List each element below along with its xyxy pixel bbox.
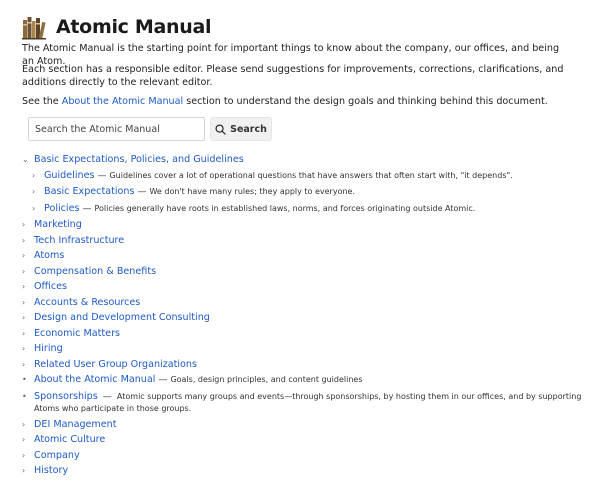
tree-item-section[interactable] <box>22 432 582 448</box>
tree-item-label[interactable]: Hiring <box>34 343 63 354</box>
chevron-right-icon[interactable]: › <box>22 251 26 260</box>
chevron-right-icon[interactable]: › <box>32 187 36 196</box>
tree-item-section[interactable] <box>22 310 582 326</box>
tree-item-label[interactable]: Design and Development Consulting <box>34 312 210 323</box>
bullet-icon: • <box>22 375 27 384</box>
tree-item-sponsorships[interactable] <box>22 389 582 417</box>
tree-item-section[interactable] <box>22 417 582 433</box>
tree-item-label[interactable]: Basic Expectations, Policies, and Guidelines <box>34 154 244 165</box>
tree-item-text <box>34 391 582 415</box>
tree-child-label[interactable]: Policies <box>44 202 80 214</box>
separator-dash: — <box>158 375 168 385</box>
tree-item-label[interactable]: History <box>34 465 69 476</box>
tree-item-label[interactable]: Economic Matters <box>34 327 121 339</box>
tree-item-label[interactable]: DEI Management <box>34 418 117 430</box>
chevron-right-icon[interactable]: › <box>22 328 26 338</box>
separator-dash: — <box>97 170 107 181</box>
chevron-right-icon[interactable]: › <box>22 235 26 245</box>
chevron-right-icon[interactable]: › <box>32 170 36 180</box>
tree-item-section[interactable] <box>22 341 582 357</box>
tree-item-section[interactable] <box>22 217 582 233</box>
tree-item-section[interactable] <box>22 463 582 479</box>
tree-child-desc: Guidelines cover a lot of operational questions that have answers that often start with, "it depends". <box>109 170 513 180</box>
tree-item-section[interactable] <box>22 448 582 464</box>
bullet-icon: • <box>22 391 27 401</box>
tree-item-desc: Goals, design principles, and content guidelines <box>170 375 363 384</box>
tree-item-label[interactable]: Accounts & Resources <box>34 296 141 308</box>
tree-child-basic-expectations[interactable] <box>22 184 582 201</box>
tree-child-desc: Policies generally have roots in established laws, norms, and forces originating outside Atomic. <box>94 203 476 213</box>
tree-child-label[interactable]: Basic Expectations <box>44 186 135 197</box>
chevron-right-icon[interactable]: › <box>22 466 26 475</box>
chevron-right-icon[interactable]: › <box>22 419 26 429</box>
chevron-right-icon[interactable]: › <box>22 313 26 322</box>
chevron-right-icon[interactable]: › <box>22 297 26 307</box>
tree-child-policies[interactable] <box>22 201 582 218</box>
tree-item-label[interactable]: Offices <box>34 281 68 292</box>
tree-item-section[interactable] <box>22 279 582 295</box>
search-icon <box>215 124 226 135</box>
tree-item-about[interactable] <box>22 372 582 389</box>
tree-item-desc: Atomic supports many groups and events—through sponsorships, by hosting them in our offices, and by supporting Atoms who participate in those groups. <box>34 391 582 413</box>
chevron-right-icon[interactable]: › <box>22 450 26 460</box>
page-title: Atomic Manual <box>56 16 212 38</box>
tree-item-label[interactable]: Sponsorships <box>34 390 98 402</box>
separator-dash: — <box>137 187 147 197</box>
tree-item-label[interactable]: Tech Infrastructure <box>34 234 125 246</box>
chevron-right-icon[interactable]: › <box>22 435 26 444</box>
tree-item-label[interactable]: Related User Group Organizations <box>34 358 197 370</box>
tree-item-label[interactable]: Marketing <box>34 219 82 230</box>
tree-item-basic-expectations[interactable] <box>22 152 582 168</box>
tree-child-desc: We don't have many rules; they apply to everyone. <box>149 187 356 196</box>
tree-item-label[interactable]: About the Atomic Manual <box>34 374 156 385</box>
tree-item-section[interactable] <box>22 248 582 264</box>
search-input[interactable] <box>28 117 205 141</box>
chevron-right-icon[interactable]: › <box>32 203 36 213</box>
chevron-right-icon[interactable]: › <box>22 266 26 276</box>
intro-paragraph-3 <box>22 95 570 108</box>
tree-item-section[interactable] <box>22 295 582 311</box>
header <box>22 14 211 40</box>
search-button[interactable] <box>210 117 272 141</box>
separator-dash: — <box>102 391 112 402</box>
intro-paragraph-2: Each section has a responsible editor. Please send suggestions for improvements, corrections, clarifications, and additions directly to the relevant editor. <box>22 64 564 88</box>
tree-item-section[interactable] <box>22 326 582 342</box>
chevron-right-icon[interactable]: › <box>22 282 26 291</box>
tree-item-label[interactable]: Company <box>34 449 80 461</box>
about-manual-link[interactable]: About the Atomic Manual <box>61 96 184 107</box>
tree-item-label[interactable]: Atomic Culture <box>34 434 106 445</box>
tree-item-label[interactable]: Compensation & Benefits <box>34 265 157 277</box>
chevron-right-icon[interactable]: › <box>22 344 26 353</box>
tree-item-label[interactable]: Atoms <box>34 250 65 261</box>
intro-paragraph-1: The Atomic Manual is the starting point for important things to know about the company, our offices, and being an Atom. <box>22 43 560 67</box>
tree-item-section[interactable] <box>22 233 582 249</box>
search-button-label: Search <box>230 123 267 135</box>
chevron-down-icon[interactable]: ⌄ <box>22 155 29 164</box>
books-icon <box>22 14 48 40</box>
chevron-right-icon[interactable]: › <box>22 220 26 229</box>
chevron-right-icon[interactable]: › <box>22 359 26 369</box>
tree-item-section[interactable] <box>22 357 582 373</box>
intro-p3-suffix: section to understand the design goals and thinking behind this document. <box>183 96 548 107</box>
intro-p3-prefix: See the <box>22 96 62 107</box>
tree-child-guidelines[interactable] <box>22 168 582 185</box>
separator-dash: — <box>82 203 92 214</box>
search-bar <box>28 117 272 141</box>
section-tree <box>22 152 582 479</box>
tree-item-section[interactable] <box>22 264 582 280</box>
tree-child-label[interactable]: Guidelines <box>44 169 95 181</box>
